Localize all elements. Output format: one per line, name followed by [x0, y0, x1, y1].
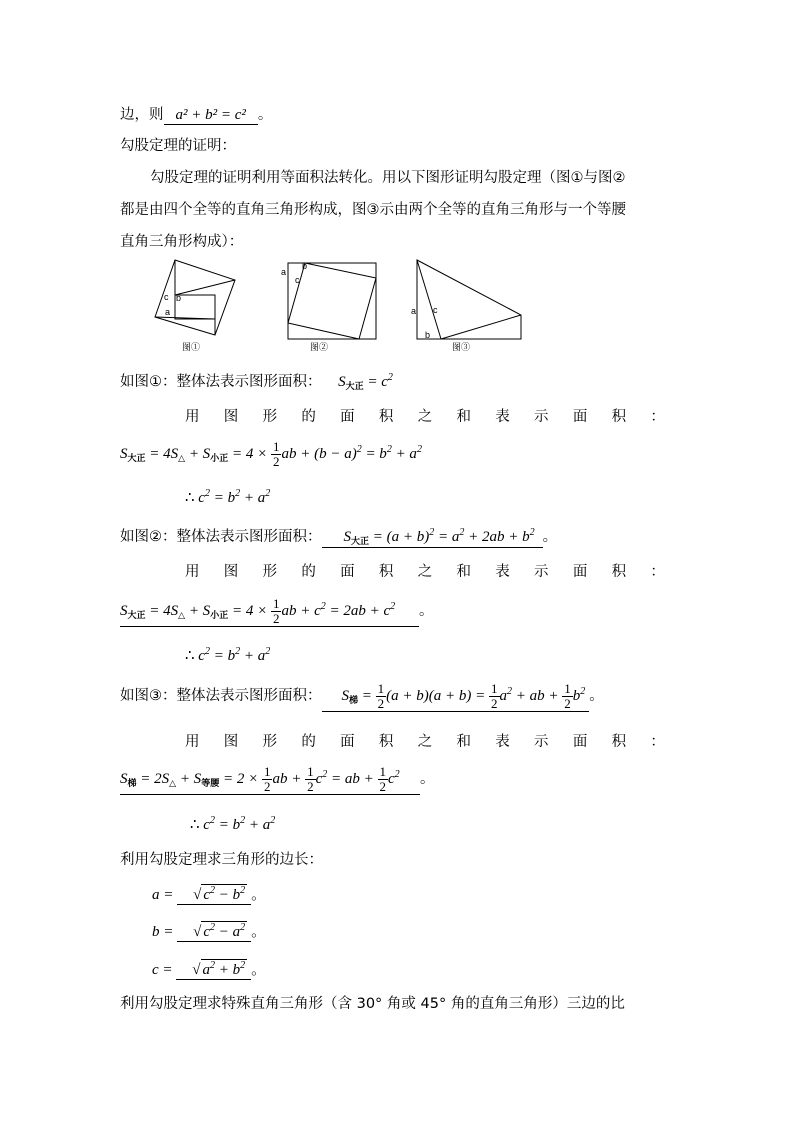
side-c-formula: c = √ $a^2 + b^2$ 。	[152, 960, 267, 978]
sum-char: 积	[611, 409, 627, 425]
sum-char: 形	[262, 734, 278, 750]
fig1-conclusion: ∴ $c^2 = b^2 + a^2$	[185, 488, 271, 506]
sum-char: 的	[301, 409, 316, 425]
fig3-label-a: a	[411, 306, 417, 316]
fig2-label-a: a	[281, 267, 287, 277]
therefore-sign: ∴	[190, 817, 200, 833]
find-sides-title: 利用勾股定理求三角形的边长：	[120, 852, 323, 868]
sum-char: ：	[650, 734, 665, 750]
sum-char: 之	[417, 564, 433, 580]
sum-char: 表	[495, 409, 510, 425]
sum-char: 示	[534, 564, 549, 580]
fig2-whole-line	[120, 525, 557, 548]
fig1-label-a: a	[165, 307, 171, 317]
sum-line-3	[185, 730, 665, 751]
sum-char: 的	[301, 734, 316, 750]
sum-char: 积	[611, 734, 627, 750]
sum-char: ：	[650, 409, 665, 425]
sum-char: 用	[185, 409, 200, 425]
period: 。	[257, 107, 273, 123]
sum-char: 面	[572, 734, 588, 750]
sum-char: 示	[534, 409, 549, 425]
sum-char: 积	[378, 564, 394, 580]
sum-char: 面	[572, 409, 588, 425]
fig1-label-c: c	[164, 292, 169, 302]
sum-char: 和	[456, 734, 471, 750]
fig1-whole-line	[120, 370, 393, 392]
intro-line-2: 都是由四个全等的直角三角形构成，图③示由两个全等的直角三角形与一个等腰	[120, 202, 626, 218]
fig2-outer-square	[288, 263, 376, 339]
sum-char: 用	[185, 734, 200, 750]
fig2-conclusion: ∴ $c^2 = b^2 + a^2$	[185, 646, 271, 664]
sum-char: 图	[223, 409, 239, 425]
fig3-label-b: b	[425, 330, 431, 340]
fig3-sum-line	[120, 765, 435, 795]
fig3-whole-blank: $S_梯$ = $\frac{1}{2}$ (a + b)(a + b) = $\frac{1}{2}$ $a^2$ + ab + $\frac{1}{2}$ $b^2$	[322, 682, 590, 712]
side-a-formula: a = √ $c^2 - b^2$ 。	[152, 885, 267, 903]
fig3-sum-blank: $S_梯 = 2S_\triangle + S_{等腰} = 2$ × $\frac{1}{2}$ ab + $\frac{1}{2}$ $c^2$ = ab + $\frac{1}{2}$ $c^2$	[120, 765, 420, 795]
sum-char: 面	[340, 564, 355, 580]
sum-char: 面	[340, 734, 355, 750]
sum-char: ：	[650, 564, 665, 580]
fig3-whole-prefix: 如图③：整体法表示图形面积：	[120, 687, 322, 704]
fig2-whole-prefix: 如图②：整体法表示图形面积：	[120, 529, 322, 545]
sum-char: 的	[301, 564, 316, 580]
sum-char: 面	[340, 409, 355, 425]
intro-line-3: 直角三角形构成）：	[120, 234, 244, 250]
sum-line-1	[185, 405, 665, 426]
fig3-label-c: c	[433, 305, 438, 315]
period: 。	[251, 962, 267, 978]
sum-line-2	[185, 560, 665, 581]
period: 。	[420, 770, 435, 787]
fig2-label-c: c	[295, 275, 300, 285]
sum-char: 积	[378, 409, 394, 425]
therefore-sign: ∴	[185, 490, 195, 506]
sum-char: 和	[456, 409, 471, 425]
fig2-caption: 图②	[310, 342, 329, 352]
sum-char: 之	[417, 734, 433, 750]
sum-char: 表	[495, 734, 510, 750]
period: 。	[251, 887, 267, 903]
fig1-caption: 图①	[182, 342, 201, 352]
sum-char: 之	[417, 409, 433, 425]
therefore-sign: ∴	[185, 648, 195, 664]
sum-char: 形	[262, 409, 278, 425]
proof-title: 勾股定理的证明：	[120, 138, 236, 154]
line-1	[120, 103, 272, 125]
fig1-sum-formula: $S_{大正} = 4S_\triangle + S_{小正} = 4$ × $\frac{1}{2}$ ab + $(b - a)^2 = b^2 + a^2$	[120, 439, 422, 469]
answer-blank-1: a² + b² = c²	[164, 107, 258, 125]
sum-char: 图	[223, 564, 239, 580]
sum-char: 示	[534, 734, 549, 750]
fig3-caption: 图③	[452, 342, 471, 352]
figures-diagram	[145, 255, 535, 355]
sum-char: 积	[378, 734, 394, 750]
period: 。	[542, 529, 558, 545]
fig1-whole-prefix: 如图①：整体法表示图形面积：	[120, 374, 322, 390]
fig3-whole-line	[120, 682, 604, 712]
period: 。	[589, 687, 604, 704]
fig2-label-b: b	[302, 261, 308, 271]
sum-char: 积	[611, 564, 627, 580]
line1-prefix: 边，则	[120, 107, 164, 123]
fig1-label-b: b	[176, 293, 182, 303]
fig2-sum-line	[120, 597, 434, 627]
period: 。	[419, 602, 434, 619]
sum-char: 面	[572, 564, 588, 580]
sum-char: 形	[262, 564, 278, 580]
fig1-whole-formula: $S_{大正} = c^2$	[338, 372, 393, 391]
sum-char: 用	[185, 564, 200, 580]
fig2-inner-square	[288, 263, 376, 339]
period: 。	[251, 924, 267, 940]
intro-line-1: 勾股定理的证明利用等面积法转化。用以下图形证明勾股定理（图①与图②	[150, 170, 626, 186]
sum-char: 图	[223, 734, 239, 750]
side-b-formula: b = √ $c^2 - a^2$ 。	[152, 922, 267, 940]
sum-char: 表	[495, 564, 510, 580]
fig2-sum-blank: $S_{大正} = 4S_\triangle + S_{小正} = 4$ × $\frac{1}{2}$ ab + $c^2 = 2ab + c^2$	[120, 597, 419, 627]
fig3-conclusion: ∴ $c^2 = b^2 + a^2$	[190, 815, 276, 833]
fig2-whole-blank: $S_{大正} = (a + b)^2 = a^2 + 2ab + b^2$	[322, 527, 543, 548]
sum-char: 和	[456, 564, 471, 580]
fig3-trapezoid	[417, 260, 521, 339]
special-triangles-line: 利用勾股定理求特殊直角三角形（含 30° 角或 45° 角的直角三角形）三边的比	[120, 996, 625, 1012]
